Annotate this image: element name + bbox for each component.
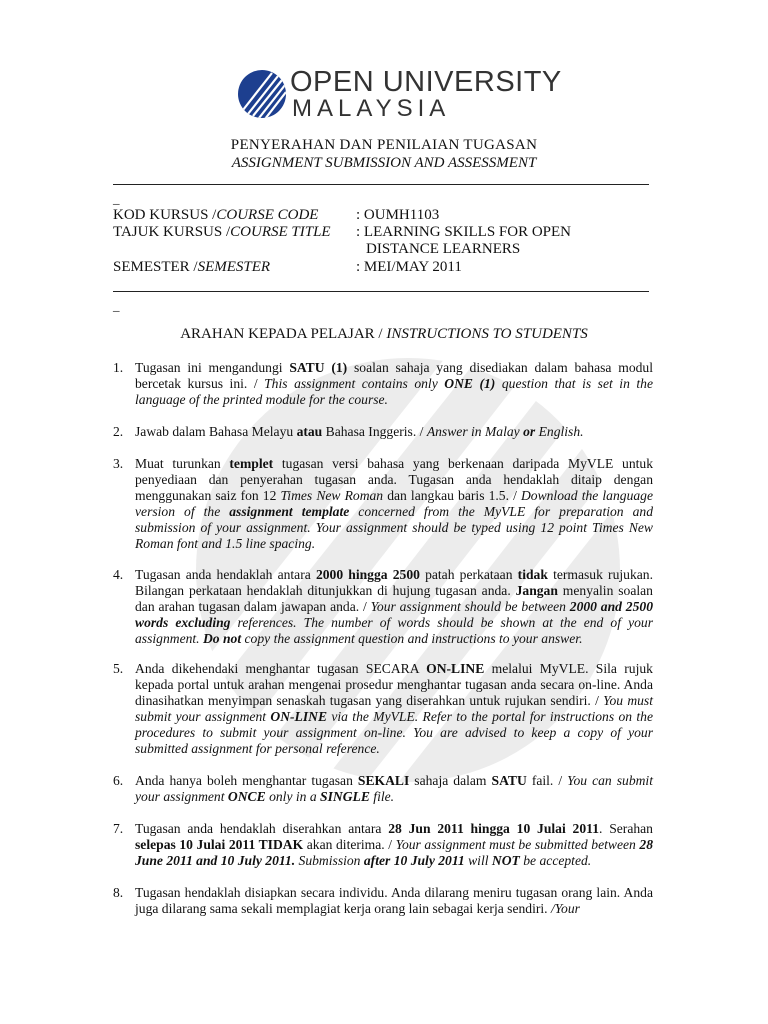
text-segment: Jawab dalam Bahasa Melayu bbox=[135, 424, 297, 439]
text-segment: concerned from the MyVLE for preparation and submission of your assignment. Your assignment should be typed using 12 point Times New Roman font and 1.5 line spacing. bbox=[135, 504, 653, 551]
text-segment: menyalin soalan dan arahan tugasan dalam jawapan anda. / bbox=[135, 583, 653, 614]
text-segment: copy the assignment question and instructions to your answer. bbox=[241, 631, 583, 646]
text-segment: Tugasan anda hendaklah antara bbox=[135, 567, 316, 582]
instructions-heading-english: INSTRUCTIONS TO STUDENTS bbox=[386, 326, 588, 342]
text-segment: Muat turunkan bbox=[135, 456, 230, 471]
text-segment: references. The number of words should be shown at the end of your assignment. bbox=[135, 615, 653, 646]
item-text bbox=[135, 885, 653, 917]
text-segment: patah perkataan bbox=[419, 567, 518, 582]
text-segment: soalan sahaja yang disediakan dalam bahasa modul bercetak kursus ini. / bbox=[135, 360, 653, 391]
title-english: ASSIGNMENT SUBMISSION AND ASSESSMENT bbox=[231, 155, 537, 171]
course-title-label-english: COURSE TITLE bbox=[230, 224, 331, 240]
text-segment: tidak bbox=[517, 567, 548, 582]
text-segment: atau bbox=[296, 424, 323, 439]
text-segment: NOT bbox=[491, 853, 520, 868]
course-code-value: : OUMH1103 bbox=[356, 207, 440, 223]
item-number: 2. bbox=[113, 424, 124, 439]
text-segment: termasuk rujukan. Bilangan perkataan hendaklah ditunjukkan di hujung tugasan anda. bbox=[135, 567, 653, 598]
item-text bbox=[135, 821, 653, 869]
item-number: 4. bbox=[113, 567, 124, 582]
instruction-item-8 bbox=[113, 885, 653, 917]
text-segment: selepas 10 Julai 2011 TIDAK bbox=[135, 837, 304, 852]
text-segment: only in a bbox=[265, 789, 321, 804]
instruction-item-7 bbox=[113, 821, 653, 869]
course-code-label-malay: KOD KURSUS / bbox=[113, 207, 217, 223]
text-segment: ONE (1) bbox=[444, 376, 496, 391]
text-segment: English. bbox=[535, 424, 584, 439]
text-segment: or bbox=[523, 424, 536, 439]
semester-value: : MEI/MAY 2011 bbox=[356, 259, 462, 275]
text-segment: file. bbox=[369, 789, 395, 804]
instruction-item-4 bbox=[113, 567, 653, 647]
text-segment: Anda hanya boleh menghantar tugasan bbox=[135, 773, 358, 788]
text-segment: Download the language version of the bbox=[135, 488, 653, 519]
text-segment: Answer in Malay bbox=[426, 424, 524, 439]
text-segment: assignment template bbox=[229, 504, 350, 519]
instructions-heading-malay: ARAHAN KEPADA PELAJAR / bbox=[180, 326, 387, 342]
instruction-item-5 bbox=[113, 661, 653, 757]
divider-dash-2: _ bbox=[113, 298, 120, 313]
divider-top bbox=[113, 184, 649, 185]
text-segment: Tugasan ini mengandungi bbox=[135, 360, 290, 375]
text-segment: Your assignment must be submitted between bbox=[395, 837, 640, 852]
divider-bottom bbox=[113, 291, 649, 292]
item-number: 5. bbox=[113, 661, 124, 676]
divider-dash: _ bbox=[113, 191, 120, 206]
text-segment: SINGLE bbox=[320, 789, 370, 804]
text-segment: via the MyVLE. Refer to the portal for instructions on the procedures to submit your assignment on-line. You are advised to keep a copy of your submitted assignment for personal reference. bbox=[135, 709, 654, 756]
text-segment: Tugasan hendaklah disiapkan secara individu. Anda dilarang meniru tugasan orang lain. Anda juga dilarang sama sekali memplagiat kerja orang lain sebagai kerja sendiri. bbox=[135, 885, 653, 916]
instructions-heading bbox=[0, 326, 768, 343]
text-segment: Submission bbox=[295, 853, 364, 868]
course-title-label-malay: TAJUK KURSUS / bbox=[113, 224, 231, 240]
instruction-item-3 bbox=[113, 456, 653, 552]
text-segment: 2000 and 2500 words excluding bbox=[135, 599, 653, 630]
text-segment: tugasan versi bahasa yang berkenaan daripada MyVLE untuk penyediaan dan penyerahan tugasan anda. Tugasan anda hendaklah ditaip dengan menggunakan saiz fon 12 bbox=[135, 456, 653, 503]
title-malay: PENYERAHAN DAN PENILAIAN TUGASAN bbox=[230, 137, 538, 153]
logo-line1: OPEN UNIVERSITY bbox=[290, 66, 562, 98]
item-number: 6. bbox=[113, 773, 124, 788]
instruction-item-1 bbox=[113, 360, 653, 408]
text-segment: 28 June 2011 and 10 July 2011. bbox=[135, 837, 654, 868]
item-text bbox=[135, 424, 653, 440]
text-segment: You must submit your assignment bbox=[135, 693, 653, 724]
item-text bbox=[135, 661, 653, 757]
oum-emblem-icon bbox=[238, 70, 286, 118]
text-segment: after 10 July 2011 bbox=[363, 853, 465, 868]
text-segment: Anda dikehendaki menghantar tugasan SECARA bbox=[135, 661, 427, 676]
text-segment: sahaja dalam bbox=[409, 773, 492, 788]
course-title-value-line1: : LEARNING SKILLS FOR OPEN bbox=[356, 224, 572, 240]
text-segment: fail. / bbox=[526, 773, 568, 788]
item-text bbox=[135, 567, 653, 647]
logo-line2: MALAYSIA bbox=[292, 95, 451, 122]
text-segment: SATU bbox=[491, 773, 527, 788]
text-segment: 28 Jun 2011 hingga 10 Julai 2011 bbox=[388, 821, 599, 836]
text-segment: 2000 hingga 2500 bbox=[315, 567, 420, 582]
text-segment: You can submit your assignment bbox=[135, 773, 653, 804]
text-segment: melalui MyVLE. Sila rujuk kepada portal untuk arahan mengenai prosedur menghantar tugasan anda secara on-line. Anda dinasihatkan menyimpan senaskah tugasan yang diserahkan untuk rujukan sendiri. / bbox=[135, 661, 653, 708]
text-segment: Tugasan anda hendaklah diserahkan antara bbox=[135, 821, 389, 836]
text-segment: This assignment contains only bbox=[264, 376, 445, 391]
text-segment: /Your bbox=[550, 901, 580, 916]
text-segment: Your assignment should be between bbox=[370, 599, 570, 614]
item-text bbox=[135, 773, 653, 805]
text-segment: ONCE bbox=[227, 789, 266, 804]
text-segment: akan diterima. / bbox=[303, 837, 396, 852]
text-segment: question that is set in the language of the printed module for the course. bbox=[135, 376, 654, 407]
item-number: 7. bbox=[113, 821, 124, 836]
text-segment: will bbox=[464, 853, 492, 868]
instruction-item-2 bbox=[113, 424, 653, 440]
item-text bbox=[135, 360, 653, 408]
text-segment: SEKALI bbox=[357, 773, 410, 788]
university-logo bbox=[238, 66, 562, 126]
text-segment: ON-LINE bbox=[426, 661, 485, 676]
text-segment: Times New Roman bbox=[280, 488, 384, 503]
text-segment: SATU (1) bbox=[289, 360, 348, 375]
semester-label-english: SEMESTER bbox=[197, 259, 271, 275]
item-text bbox=[135, 456, 653, 552]
course-title-value-line2: DISTANCE LEARNERS bbox=[366, 241, 521, 257]
text-segment: dan langkau baris 1.5. / bbox=[383, 488, 521, 503]
instruction-item-6 bbox=[113, 773, 653, 805]
item-number: 8. bbox=[113, 885, 124, 900]
item-number: 1. bbox=[113, 360, 124, 375]
text-segment: Do not bbox=[202, 631, 242, 646]
text-segment: Jangan bbox=[515, 583, 558, 598]
semester-label-malay: SEMESTER / bbox=[113, 259, 198, 275]
text-segment: be accepted. bbox=[519, 853, 592, 868]
text-segment: Bahasa Inggeris. / bbox=[322, 424, 427, 439]
text-segment: templet bbox=[229, 456, 274, 471]
text-segment: . Serahan bbox=[599, 821, 653, 836]
item-number: 3. bbox=[113, 456, 124, 471]
text-segment: ON-LINE bbox=[270, 709, 328, 724]
course-code-label-english: COURSE CODE bbox=[216, 207, 319, 223]
